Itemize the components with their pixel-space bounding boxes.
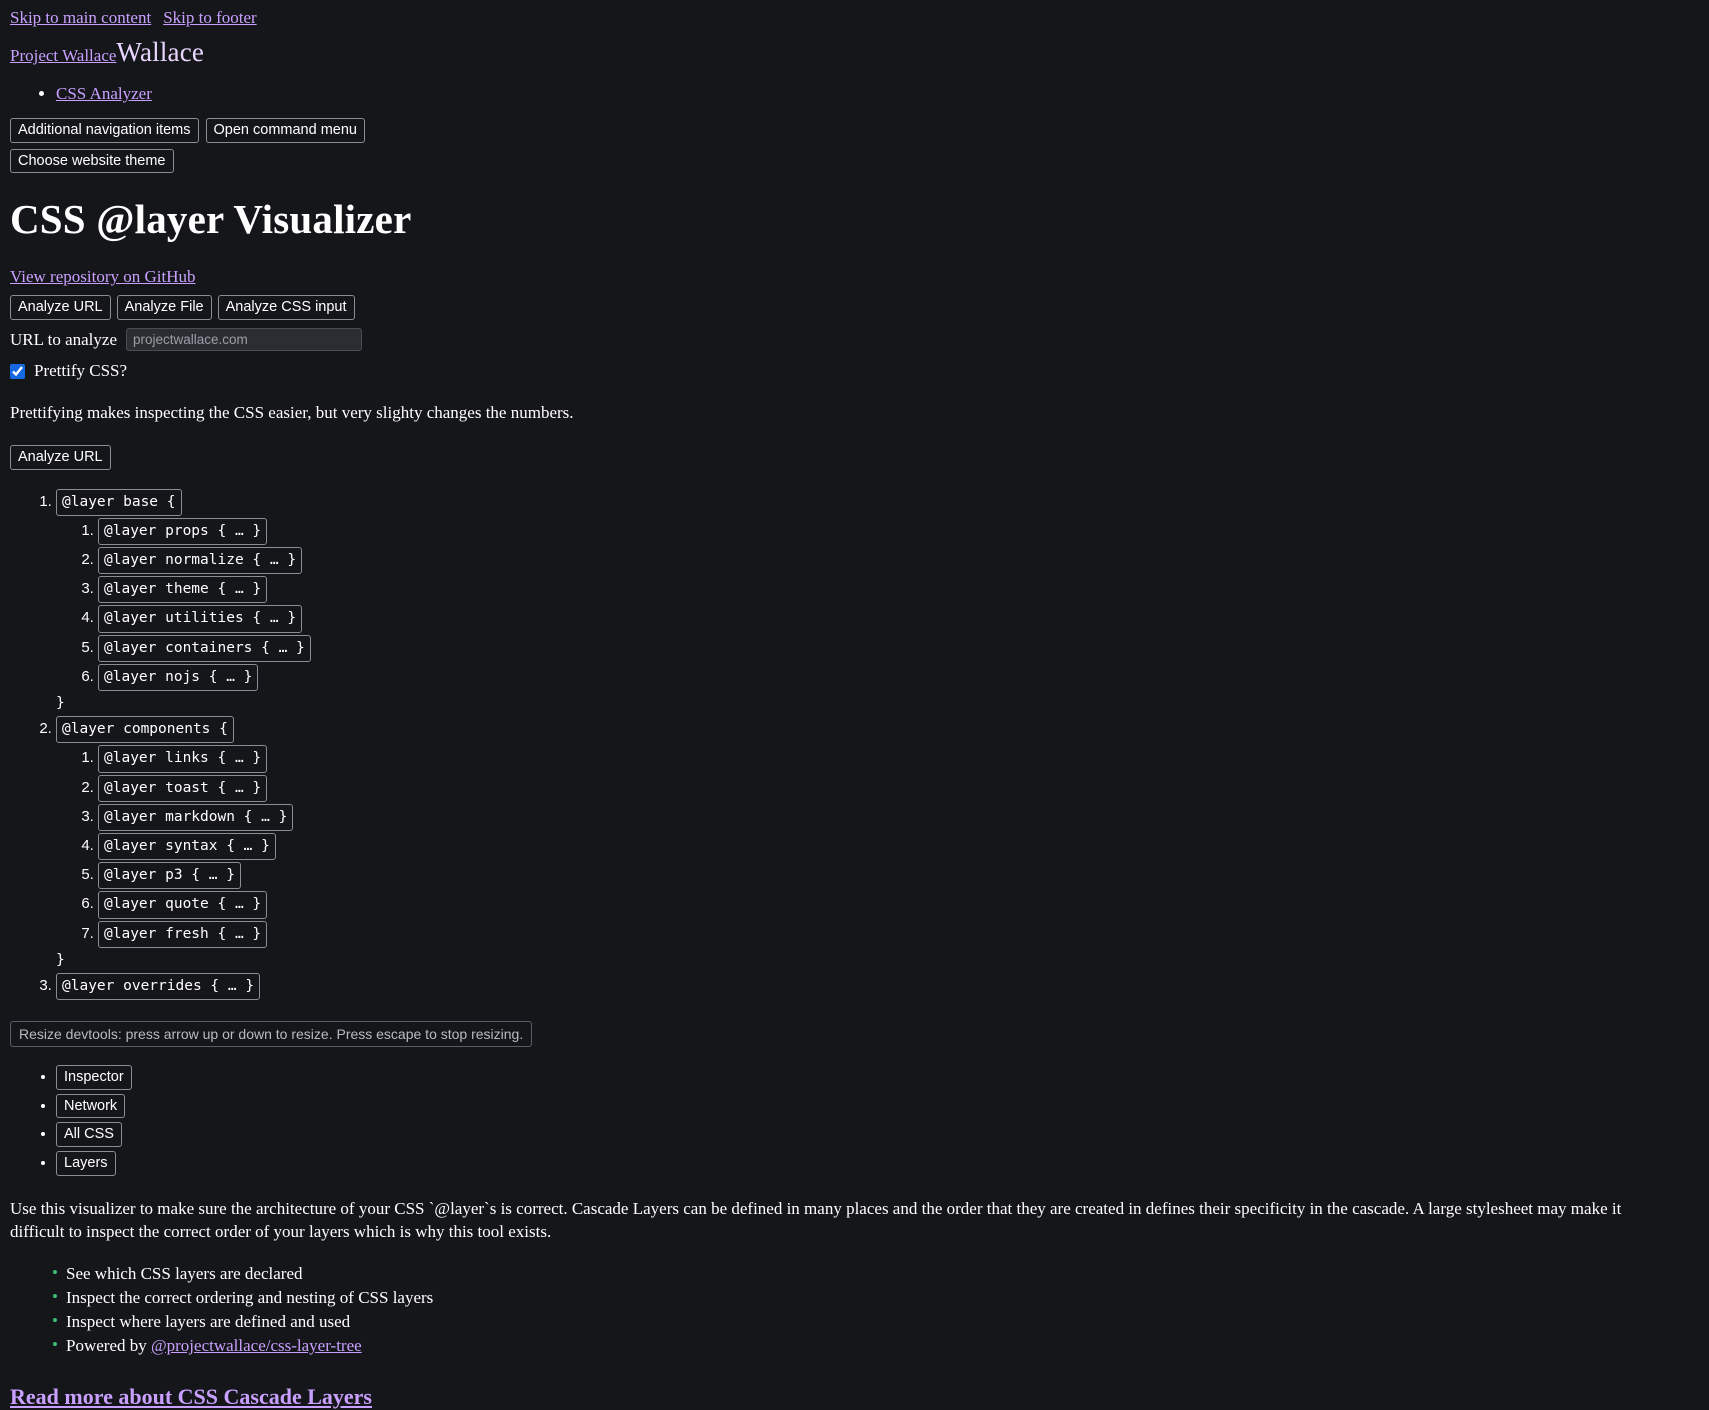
feature-text: Inspect where layers are defined and used — [66, 1311, 351, 1331]
list-item — [56, 1094, 1699, 1119]
layer-close-brace-base: } — [56, 695, 65, 711]
feature-text: Inspect the correct ordering and nesting of CSS layers — [66, 1287, 434, 1307]
devtools-tab-all-css[interactable]: All CSS — [56, 1122, 122, 1147]
layer-tree-item — [98, 803, 1699, 832]
analyze-url-submit-button[interactable]: Analyze URL — [10, 445, 111, 470]
layer-close-brace-components: } — [56, 951, 65, 968]
layer-tree-item — [56, 715, 1699, 972]
layer-node-theme[interactable]: @layer theme { … } — [98, 576, 267, 603]
prettify-label: Prettify CSS? — [34, 361, 128, 381]
layer-node-toast[interactable]: @layer toast { … } — [98, 775, 267, 802]
feature-text: Powered by — [66, 1336, 151, 1355]
layer-node-fresh[interactable]: @layer fresh { … } — [98, 921, 267, 948]
feature-list — [10, 1262, 1699, 1359]
theme-button-row — [10, 149, 1699, 174]
layer-children-components — [56, 744, 1699, 948]
list-item — [52, 1262, 1699, 1286]
layer-tree-item — [98, 546, 1699, 575]
brand-wordmark: Wallace — [116, 37, 205, 67]
tab-analyze-file[interactable]: Analyze File — [117, 295, 212, 320]
layer-children-base — [56, 517, 1699, 692]
layer-node-nojs[interactable]: @layer nojs { … } — [98, 664, 258, 691]
layer-tree-item — [56, 972, 1699, 1001]
layer-tree-item — [98, 920, 1699, 949]
list-item — [52, 1286, 1699, 1310]
layer-tree-item — [98, 575, 1699, 604]
read-more-link[interactable]: Read more about CSS Cascade Layers — [10, 1384, 372, 1410]
devtools-resize-handle[interactable]: Resize devtools: press arrow up or down to resize. Press escape to stop resizing. — [10, 1021, 532, 1047]
url-input[interactable] — [126, 328, 362, 351]
skip-to-main-content-link[interactable]: Skip to main content — [10, 8, 152, 27]
layer-node-utilities[interactable]: @layer utilities { … } — [98, 605, 302, 632]
devtools-tab-inspector[interactable]: Inspector — [56, 1065, 132, 1090]
layer-tree-item — [98, 663, 1699, 692]
layer-tree-item — [98, 744, 1699, 773]
input-mode-tabs — [10, 295, 1699, 320]
layer-node-containers[interactable]: @layer containers { … } — [98, 635, 311, 662]
additional-navigation-items-button[interactable]: Additional navigation items — [10, 118, 199, 143]
url-input-row — [10, 328, 1699, 351]
nav-item-css-analyzer[interactable]: CSS Analyzer — [56, 84, 152, 103]
layer-node-syntax[interactable]: @layer syntax { … } — [98, 833, 276, 860]
list-item — [52, 1334, 1699, 1358]
layer-node-markdown[interactable]: @layer markdown { … } — [98, 804, 293, 831]
project-wallace-link[interactable]: Project Wallace — [10, 46, 117, 65]
layer-tree-item — [98, 890, 1699, 919]
main-navigation — [10, 84, 1699, 104]
tab-analyze-url[interactable]: Analyze URL — [10, 295, 111, 320]
layer-tree-item — [98, 517, 1699, 546]
prettify-note: Prettifying makes inspecting the CSS easier, but very slighty changes the numbers. — [10, 403, 574, 423]
layer-node-quote[interactable]: @layer quote { … } — [98, 891, 267, 918]
layer-tree-item — [98, 774, 1699, 803]
layer-tree-item — [98, 861, 1699, 890]
layer-node-normalize[interactable]: @layer normalize { … } — [98, 547, 302, 574]
list-item — [52, 1310, 1699, 1334]
layer-node-overrides[interactable]: @layer overrides { … } — [56, 973, 260, 1000]
brand-row — [10, 37, 1699, 68]
view-repository-link[interactable]: View repository on GitHub — [10, 267, 196, 287]
layer-node-components[interactable]: @layer components { — [56, 716, 234, 743]
analyze-submit-row — [10, 445, 1699, 470]
list-item — [56, 1065, 1699, 1090]
devtools-tab-network[interactable]: Network — [56, 1094, 125, 1119]
nav-item — [56, 84, 1699, 104]
feature-text: See which CSS layers are declared — [66, 1263, 303, 1283]
layer-node-props[interactable]: @layer props { … } — [98, 518, 267, 545]
layer-tree-item — [56, 488, 1699, 716]
layer-node-links[interactable]: @layer links { … } — [98, 745, 267, 772]
layer-node-base[interactable]: @layer base { — [56, 489, 182, 516]
list-item — [56, 1122, 1699, 1147]
tab-analyze-css-input[interactable]: Analyze CSS input — [218, 295, 355, 320]
layer-tree-item — [98, 832, 1699, 861]
devtools-tabs — [10, 1065, 1699, 1176]
url-input-label: URL to analyze — [10, 329, 117, 349]
layer-tree-item — [98, 634, 1699, 663]
prettify-checkbox[interactable] — [10, 364, 25, 379]
choose-website-theme-button[interactable]: Choose website theme — [10, 149, 174, 174]
devtools-tab-layers[interactable]: Layers — [56, 1151, 116, 1176]
page-title: CSS @layer Visualizer — [10, 196, 412, 243]
css-layer-tree-link[interactable]: @projectwallace/css-layer-tree — [150, 1336, 362, 1355]
layer-tree-item — [98, 604, 1699, 633]
skip-links — [10, 8, 1699, 28]
layer-node-p3[interactable]: @layer p3 { … } — [98, 862, 241, 889]
open-command-menu-button[interactable]: Open command menu — [206, 118, 365, 143]
list-item — [56, 1151, 1699, 1176]
skip-to-footer-link[interactable]: Skip to footer — [163, 8, 257, 27]
prettify-row — [10, 361, 1699, 381]
layer-tree — [10, 488, 1699, 1001]
nav-button-row — [10, 118, 1699, 143]
about-description: Use this visualizer to make sure the architecture of your CSS `@layer`s is correct. Cascade Layers can be defined in many places and the order that they are created in defines their specificity in the cascade. A large stylesheet may make it difficult to inspect the correct order of your layers which is why this tool exists. — [10, 1198, 1622, 1241]
